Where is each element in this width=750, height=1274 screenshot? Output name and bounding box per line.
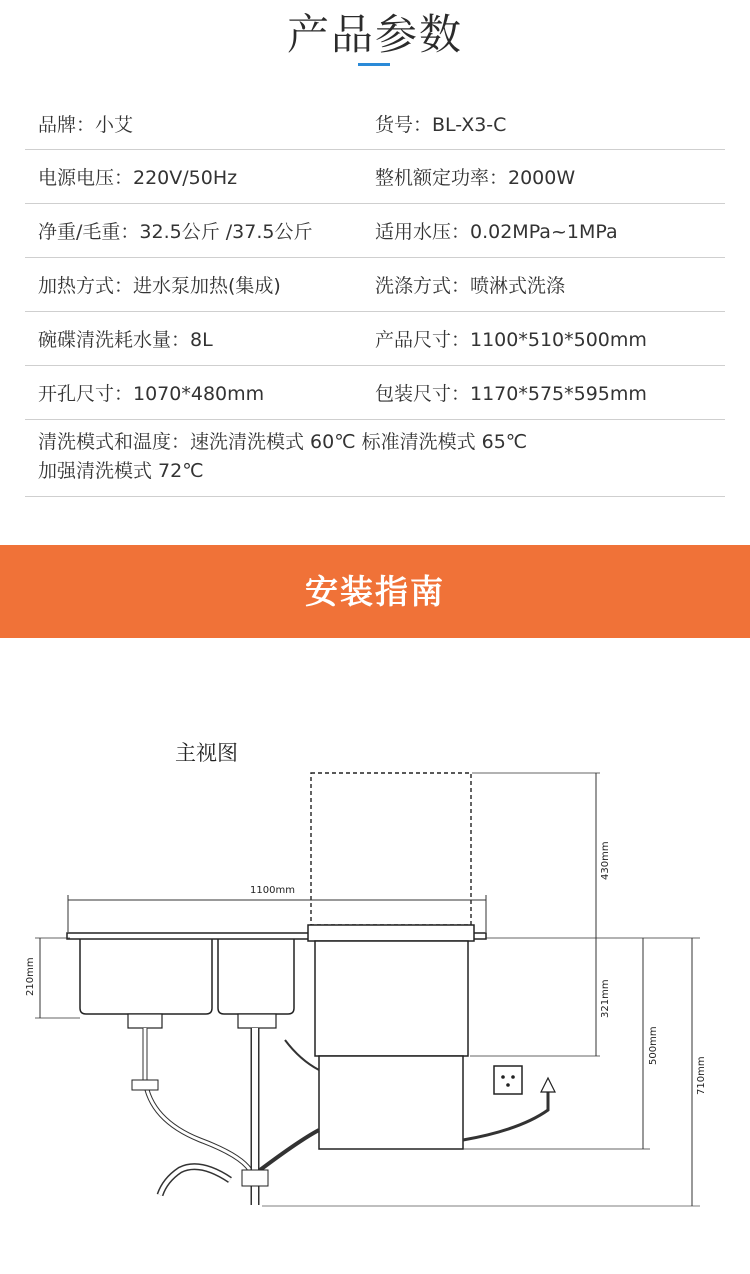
spec-model: 货号：BL-X3-C: [375, 113, 507, 136]
spec-product-size: 产品尺寸：1100*510*500mm: [375, 329, 647, 351]
installation-diagram: [0, 700, 750, 1270]
dim-321: [470, 930, 611, 1056]
dim-top: [472, 773, 611, 930]
spec-package-size: 包装尺寸：1170*575*595mm: [375, 383, 647, 405]
open-door-outline: [311, 773, 471, 925]
spec-cutout-size: 开孔尺寸：1070*480mm: [38, 383, 265, 405]
dim-width-label: 1100mm: [250, 885, 295, 896]
spec-row: [25, 258, 725, 312]
spec-power: 整机额定功率：2000W: [375, 167, 576, 189]
dim-sink-depth-label: 210mm: [25, 957, 36, 996]
dim-710-label: 710mm: [696, 1056, 707, 1095]
machine-top-frame: [308, 925, 474, 941]
spec-wash-modes: [25, 420, 725, 496]
title-underline: [358, 63, 390, 66]
spec-row: [25, 97, 725, 150]
power-cable: [463, 1092, 548, 1140]
view-label: 主视图: [175, 741, 238, 765]
dim-500-label: 500mm: [648, 1026, 659, 1065]
front-view-drawing: [0, 700, 750, 1270]
spec-water-use: 碗碟清洗耗水量：8L: [38, 329, 213, 351]
spec-water-pressure: 适用水压：0.02MPa~1MPa: [375, 221, 618, 243]
left-drain: [128, 1014, 162, 1028]
dim-710: [650, 938, 707, 1206]
page-title: 产品参数: [286, 10, 463, 59]
install-banner-title: 安装指南: [305, 572, 445, 611]
spec-heating: 加热方式：进水泵加热(集成): [38, 275, 281, 297]
spec-row-wash-modes: [25, 420, 725, 497]
left-sink: [80, 939, 212, 1014]
spec-row: [25, 312, 725, 366]
machine-lower-body: [319, 1056, 463, 1149]
install-banner: [0, 545, 750, 638]
plug-icon: [541, 1078, 555, 1092]
right-sink: [218, 939, 294, 1014]
dim-sink-depth: [25, 938, 80, 1018]
spec-brand: 品牌：小艾: [38, 113, 134, 136]
spec-row: [25, 204, 725, 258]
wash-modes-line1: 清洗模式和温度：速洗清洗模式 60℃ 标准清洗模式 65℃: [38, 431, 528, 453]
machine-drain-hose: [260, 1130, 319, 1170]
spec-row: [25, 150, 725, 204]
right-drain: [238, 1014, 276, 1028]
pipe-tee: [242, 1170, 268, 1186]
machine-upper-body: [315, 941, 468, 1056]
power-socket-icon: [494, 1066, 522, 1094]
spec-weight: 净重/毛重：32.5公斤 /37.5公斤: [38, 221, 313, 243]
spec-table: [25, 97, 725, 497]
wash-modes-line2: 加强清洗模式 72℃: [38, 460, 204, 482]
water-trap: [160, 1167, 230, 1195]
inlet-hose: [285, 1040, 319, 1070]
dim-top-label: 430mm: [600, 841, 611, 880]
dim-500: [463, 938, 659, 1149]
spec-wash-method: 洗涤方式：喷淋式洗涤: [375, 275, 566, 297]
drain-hose-left: [145, 1028, 250, 1170]
dim-321-label: 321mm: [600, 979, 611, 1018]
pipe-clamp: [132, 1080, 158, 1090]
spec-voltage: 电源电压：220V/50Hz: [38, 167, 238, 189]
spec-row: [25, 366, 725, 420]
